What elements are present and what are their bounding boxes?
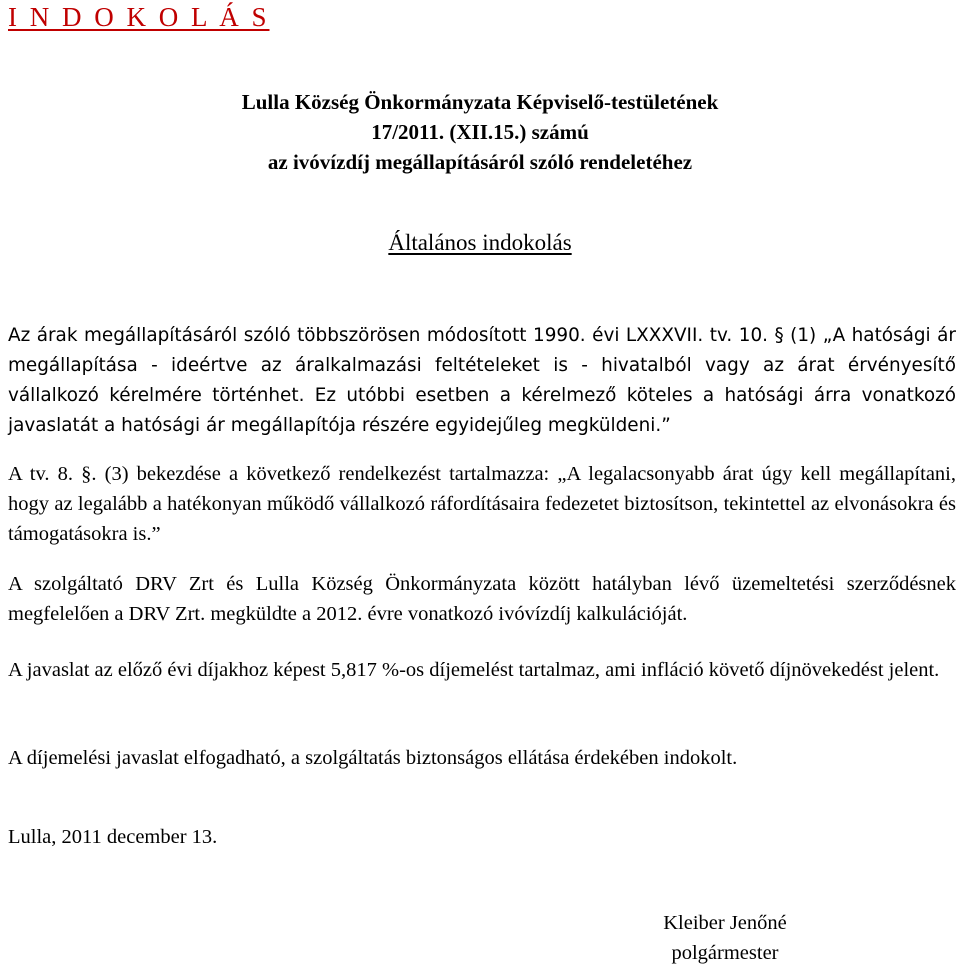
document-header	[0, 87, 960, 177]
paragraph-legal-basis: Az árak megállapításáról szóló többszörösen módosított 1990. évi LXXXVII. tv. 10. § (1) „A hatósági ár megállapítása - ideértve az áralkalmazási feltételeket is - hivatalból vagy az árat érvényesítő vállalkozó kérelmére történhet. Ez utóbbi esetben a kérelmező köteles a hatósági árra vonatkozó javaslatát a hatósági ár megállapítója részére egyidejűleg megküldeni.”	[8, 325, 956, 436]
paragraph-operator-contract: A szolgáltató DRV Zrt és Lulla Község Önkormányzata között hatályban lévő üzemeltetési szerződésnek megfelelően a DRV Zrt. megküldte a 2012. évre vonatkozó ivóvízdíj kalkulációját.	[8, 573, 956, 625]
paragraph-pricing-rule: A tv. 8. §. (3) bekezdése a következő rendelkezést tartalmazza: „A legalacsonyabb árat úgy kell megállapítani, hogy az legalább a hatékonyan működő vállalkozó ráfordításaira fedezetet biztosítson, tekintettel az elvonásokra és támogatásokra is.”	[8, 463, 956, 545]
section-title: Általános indokolás	[388, 230, 572, 255]
place-date: Lulla, 2011 december 13.	[8, 826, 218, 848]
paragraph-price-increase: A javaslat az előző évi díjakhoz képest 5,817 %-os díjemelést tartalmaz, ami infláció követő díjnövekedést jelent.	[8, 659, 940, 681]
signatory-name: Kleiber Jenőné	[663, 912, 787, 934]
document-title: I N D O K O L Á S	[8, 2, 270, 32]
signature-block	[650, 908, 800, 968]
header-line-decree-subject: az ivóvízdíj megállapításáról szóló rendeletéhez	[267, 150, 693, 174]
paragraph-conclusion: A díjemelési javaslat elfogadható, a szolgáltatás biztonságos ellátása érdekében indokolt.	[8, 747, 738, 769]
header-line-council: Lulla Község Önkormányzata Képviselő-testületének	[241, 90, 719, 114]
signatory-role: polgármester	[671, 942, 779, 964]
header-line-decree-number: 17/2011. (XII.15.) számú	[371, 120, 589, 144]
